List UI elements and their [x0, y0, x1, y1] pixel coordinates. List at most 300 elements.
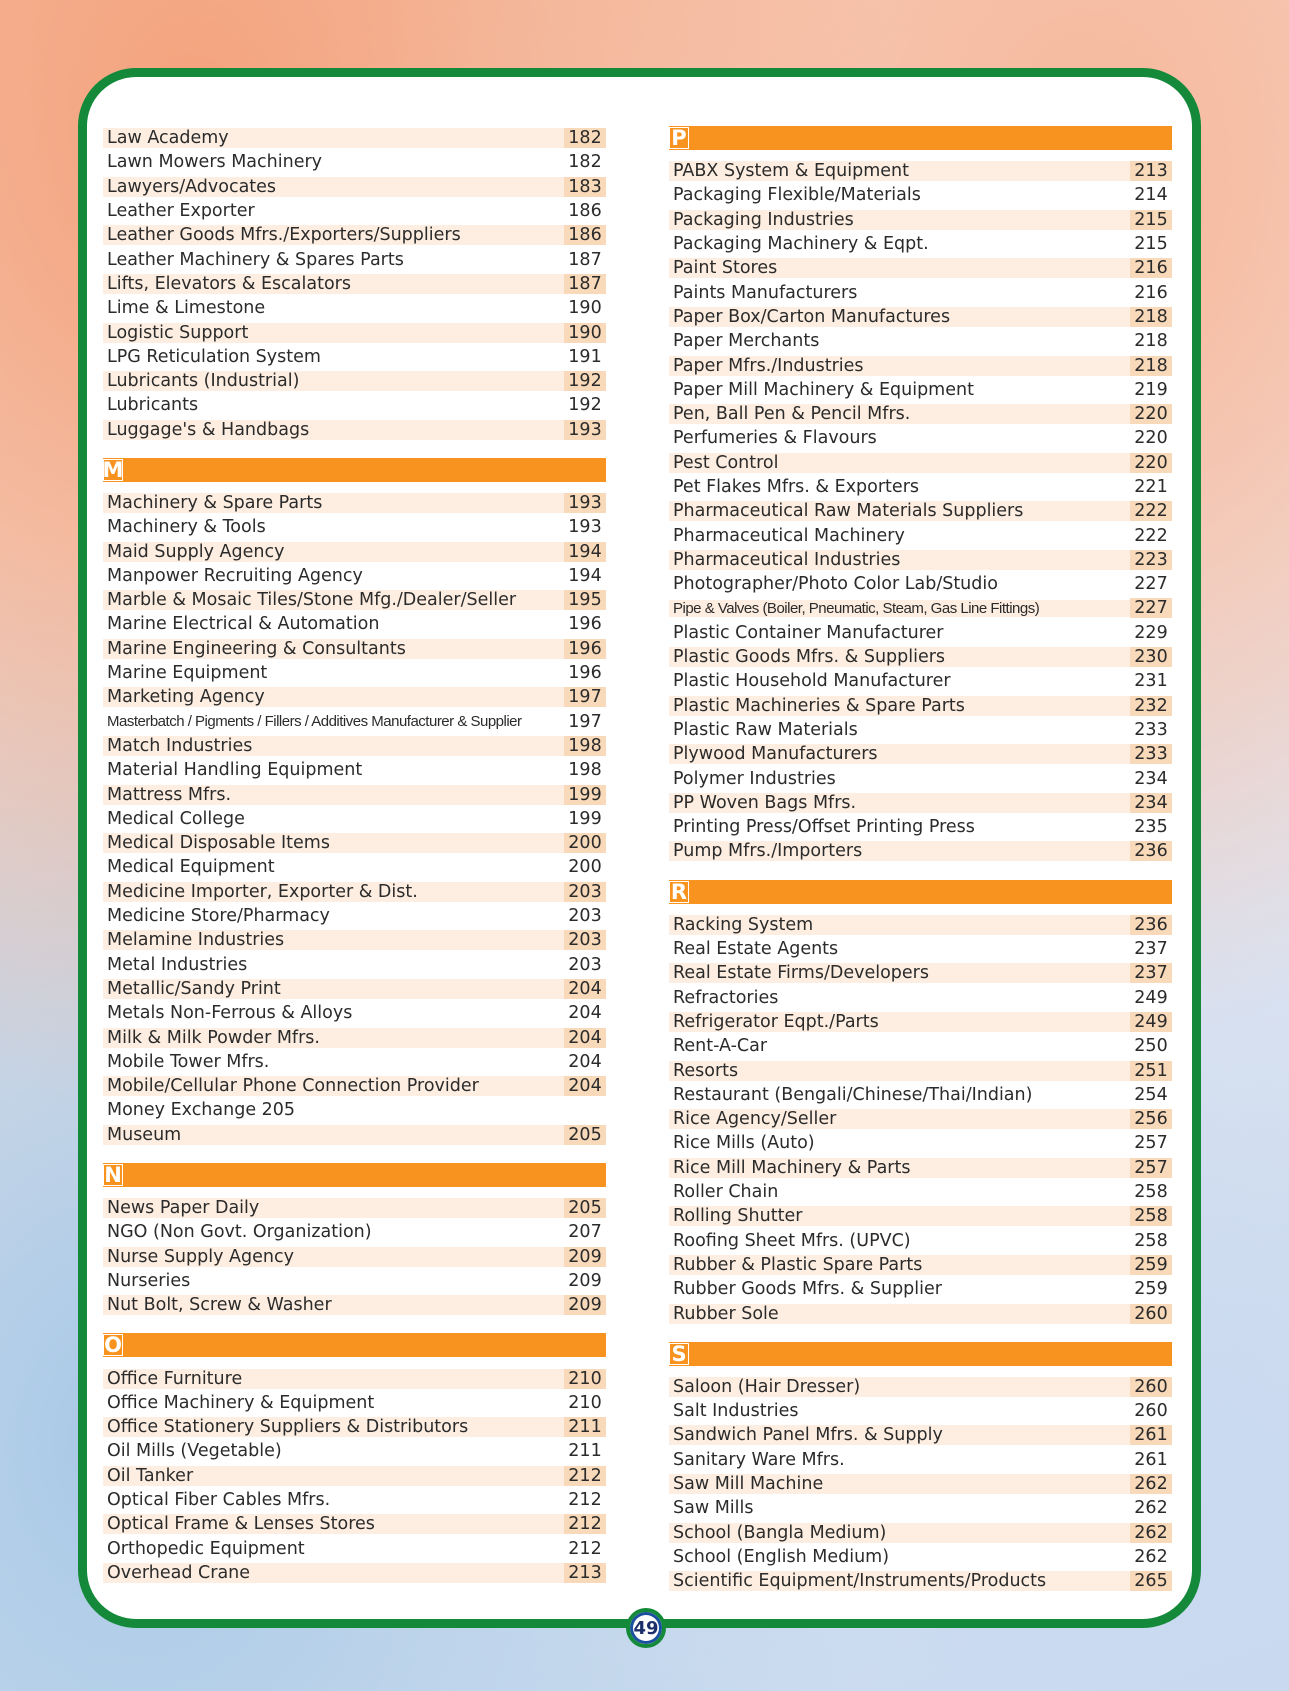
entry-name: Salt Industries	[673, 1401, 799, 1422]
entry-page: 229	[1134, 622, 1168, 643]
entry-page: 212	[564, 1514, 606, 1534]
index-entry	[103, 393, 606, 417]
entry-page: 209	[568, 1270, 602, 1291]
index-entry	[669, 1180, 1172, 1204]
entry-page: 204	[564, 1028, 606, 1048]
index-entry	[669, 766, 1172, 790]
entry-name: School (English Medium)	[673, 1546, 890, 1567]
index-entry	[669, 1253, 1172, 1277]
index-entry	[103, 710, 606, 734]
index-entry	[669, 596, 1172, 620]
entry-page: 204	[568, 1051, 602, 1072]
index-entry	[669, 1277, 1172, 1301]
entry-name: Scientific Equipment/Instruments/Products	[669, 1571, 1130, 1591]
entry-name: Real Estate Agents	[673, 939, 839, 960]
section-letter: P	[669, 127, 689, 149]
entry-page: 205	[564, 1198, 606, 1218]
index-entry	[103, 1244, 606, 1268]
entry-page: 196	[568, 614, 602, 635]
entry-name: Restaurant (Bengali/Chinese/Thai/Indian)	[673, 1084, 1033, 1105]
entry-page: 194	[564, 542, 606, 562]
entry-name: Rice Mills (Auto)	[673, 1133, 815, 1154]
entry-name: Mobile Tower Mfrs.	[107, 1051, 270, 1072]
entry-name: Overhead Crane	[103, 1563, 564, 1583]
index-entry	[103, 1415, 606, 1439]
entry-name: Material Handling Equipment	[107, 760, 363, 781]
index-entry	[669, 305, 1172, 329]
entry-page: 196	[568, 663, 602, 684]
entry-page: 227	[1134, 574, 1168, 595]
index-entry	[103, 685, 606, 709]
entry-page: 187	[564, 274, 606, 294]
entry-page: 186	[568, 201, 602, 222]
index-entry	[669, 451, 1172, 475]
index-entry	[103, 320, 606, 344]
section-header-n	[103, 1163, 606, 1187]
entry-page: 249	[1130, 1012, 1172, 1032]
entry-name: Mattress Mfrs.	[103, 785, 564, 805]
entry-page: 200	[564, 833, 606, 853]
section-header-p	[669, 126, 1172, 150]
index-entry	[103, 758, 606, 782]
index-entry	[669, 523, 1172, 547]
entry-name: Mobile/Cellular Phone Connection Provider	[103, 1076, 564, 1096]
index-entry	[669, 1375, 1172, 1399]
index-entry	[103, 1123, 606, 1147]
index-entry	[669, 937, 1172, 961]
entry-name: Pipe & Valves (Boiler, Pneumatic, Steam, Gas Line Fittings)	[669, 600, 1130, 617]
entry-page: 182	[568, 152, 602, 173]
entry-name: Leather Goods Mfrs./Exporters/Suppliers	[103, 225, 564, 245]
entry-name: Milk & Milk Powder Mfrs.	[103, 1028, 564, 1048]
index-entry	[669, 1058, 1172, 1082]
entry-page: 222	[1134, 525, 1168, 546]
entry-name: Resorts	[669, 1061, 1130, 1081]
entry-page: 251	[1130, 1061, 1172, 1081]
section-letter: R	[670, 879, 688, 904]
index-entry	[103, 175, 606, 199]
entry-name: Plywood Manufacturers	[669, 744, 1130, 764]
entry-name: Manpower Recruiting Agency	[107, 565, 363, 586]
entry-name: Machinery & Tools	[107, 517, 266, 538]
entry-page: 212	[568, 1538, 602, 1559]
entry-name: Metals Non-Ferrous & Alloys	[107, 1003, 353, 1024]
entry-page: 234	[1130, 793, 1172, 813]
entry-name: Refractories	[673, 987, 779, 1008]
index-entry	[669, 791, 1172, 815]
entry-page: 211	[568, 1441, 602, 1462]
entry-name: Lifts, Elevators & Escalators	[103, 274, 564, 294]
index-entry	[669, 499, 1172, 523]
index-entry	[669, 1228, 1172, 1252]
index-entry	[103, 1512, 606, 1536]
entry-name: PABX System & Equipment	[669, 161, 1130, 181]
index-entry	[669, 669, 1172, 693]
entry-page: 203	[564, 930, 606, 950]
index-entry	[103, 661, 606, 685]
index-entry	[103, 1196, 606, 1220]
entry-page: 199	[568, 808, 602, 829]
entry-page: 236	[1130, 915, 1172, 935]
index-entry	[103, 637, 606, 661]
index-entry	[669, 426, 1172, 450]
entry-page: 265	[1130, 1571, 1172, 1591]
entry-name: Photographer/Photo Color Lab/Studio	[673, 574, 998, 595]
entry-page: 203	[568, 954, 602, 975]
entry-name: Rubber & Plastic Spare Parts	[669, 1255, 1130, 1275]
entry-page: 262	[1130, 1474, 1172, 1494]
index-entry	[669, 1131, 1172, 1155]
entry-page: 257	[1134, 1133, 1168, 1154]
index-entry	[103, 1439, 606, 1463]
index-entry	[669, 402, 1172, 426]
entry-page: 183	[564, 177, 606, 197]
index-entry	[103, 1366, 606, 1390]
index-entry	[669, 1107, 1172, 1131]
entry-page: 227	[1130, 598, 1172, 618]
index-entry	[103, 588, 606, 612]
entry-page: 262	[1134, 1498, 1168, 1519]
entry-page: 258	[1134, 1230, 1168, 1251]
index-entry	[669, 1423, 1172, 1447]
index-entry	[103, 831, 606, 855]
entry-page: 213	[564, 1563, 606, 1583]
entry-page: 262	[1134, 1546, 1168, 1567]
entry-page: 222	[1130, 501, 1172, 521]
entry-page: 215	[1130, 210, 1172, 230]
entry-name: Perfumeries & Flavours	[673, 428, 877, 449]
index-entry	[103, 1293, 606, 1317]
index-entry	[103, 953, 606, 977]
entry-page: 203	[564, 882, 606, 902]
entry-name: Rubber Sole	[669, 1304, 1130, 1324]
index-entry	[103, 807, 606, 831]
index-entry	[669, 1083, 1172, 1107]
entry-name: Paper Mill Machinery & Equipment	[673, 379, 974, 400]
index-entry	[669, 280, 1172, 304]
entry-name: Pet Flakes Mfrs. & Exporters	[673, 477, 919, 497]
entry-page: 259	[1130, 1255, 1172, 1275]
index-entry	[103, 515, 606, 539]
entry-page: 195	[564, 590, 606, 610]
index-entry	[669, 621, 1172, 645]
entry-page: 192	[564, 371, 606, 391]
entry-name: Printing Press/Offset Printing Press	[673, 817, 975, 838]
entry-page: 237	[1130, 963, 1172, 983]
index-entry	[103, 904, 606, 928]
index-entry	[669, 256, 1172, 280]
entry-name: Metal Industries	[107, 954, 248, 975]
index-entry	[669, 1520, 1172, 1544]
index-entry	[103, 126, 606, 150]
entry-name: Paper Merchants	[673, 331, 820, 352]
index-entry	[103, 564, 606, 588]
index-column-right	[669, 126, 1172, 1593]
entry-page: 198	[568, 760, 602, 781]
entry-name: Polymer Industries	[673, 768, 836, 789]
entry-page: 212	[564, 1466, 606, 1486]
entry-name: Real Estate Firms/Developers	[669, 963, 1130, 983]
entry-page: 197	[568, 711, 602, 732]
entry-page: 209	[564, 1295, 606, 1315]
entry-page: 249	[1134, 987, 1168, 1008]
entry-page: 213	[1130, 161, 1172, 181]
entry-name: Nut Bolt, Screw & Washer	[103, 1295, 564, 1315]
entry-name: PP Woven Bags Mfrs.	[669, 793, 1130, 813]
entry-name: Law Academy	[103, 128, 564, 148]
section-header-m	[103, 458, 606, 482]
index-entry	[669, 742, 1172, 766]
entry-name: Rice Agency/Seller	[669, 1109, 1130, 1129]
index-entry	[103, 928, 606, 952]
index-entry	[103, 1488, 606, 1512]
entry-name: Sanitary Ware Mfrs.	[673, 1449, 845, 1470]
entry-page: 193	[564, 420, 606, 440]
entry-name: Rubber Goods Mfrs. & Supplier	[673, 1279, 942, 1300]
section-letter: N	[104, 1162, 122, 1187]
index-entry	[669, 572, 1172, 596]
index-entry	[669, 1301, 1172, 1325]
index-entry	[103, 782, 606, 806]
index-entry	[103, 977, 606, 1001]
entry-name: Marine Electrical & Automation	[107, 614, 380, 635]
entry-page: 216	[1134, 282, 1168, 303]
index-entry	[103, 345, 606, 369]
index-entry	[669, 548, 1172, 572]
entry-page: 203	[568, 906, 602, 927]
page-number: 49	[626, 1608, 666, 1648]
entry-page: 234	[1134, 768, 1168, 789]
entry-page: 221	[1134, 477, 1168, 497]
entry-name: Medicine Store/Pharmacy	[107, 906, 330, 927]
entry-page: 182	[564, 128, 606, 148]
entry-name: Plastic Container Manufacturer	[673, 622, 944, 643]
entry-page: 258	[1130, 1206, 1172, 1226]
index-entry	[669, 645, 1172, 669]
entry-name: Lubricants	[107, 395, 199, 416]
entry-name: Pump Mfrs./Importers	[669, 841, 1130, 861]
index-entry	[103, 1025, 606, 1049]
entry-name: Saw Mills	[673, 1498, 754, 1519]
index-entry	[103, 1220, 606, 1244]
entry-name: Paint Stores	[669, 258, 1130, 278]
entry-page: 187	[568, 249, 602, 270]
index-entry	[669, 1010, 1172, 1034]
entry-name: Logistic Support	[103, 323, 564, 343]
entry-name: Pest Control	[669, 453, 1130, 473]
index-entry	[669, 718, 1172, 742]
index-entry	[669, 1496, 1172, 1520]
entry-page: 190	[568, 298, 602, 319]
entry-name: Lime & Limestone	[107, 298, 266, 319]
entry-page: 254	[1134, 1084, 1168, 1105]
index-entry	[103, 539, 606, 563]
entry-page: 200	[568, 857, 602, 878]
entry-name: Paper Box/Carton Manufactures	[669, 307, 1130, 327]
entry-name: Marble & Mosaic Tiles/Stone Mfg./Dealer/Seller	[103, 590, 564, 610]
index-entry	[669, 353, 1172, 377]
index-entry	[669, 1545, 1172, 1569]
entry-name: Rice Mill Machinery & Parts	[669, 1158, 1130, 1178]
entry-name: Money Exchange 205	[107, 1100, 296, 1121]
entry-name: Marine Equipment	[107, 663, 268, 684]
index-entry	[669, 232, 1172, 256]
entry-name: Museum	[103, 1125, 564, 1145]
entry-page: 261	[1130, 1425, 1172, 1445]
entry-page: 204	[564, 979, 606, 999]
entry-name: Pharmaceutical Machinery	[673, 525, 905, 546]
entry-name: Nurseries	[107, 1270, 191, 1291]
index-entry	[103, 296, 606, 320]
index-entry	[669, 694, 1172, 718]
entry-name: Paints Manufacturers	[673, 282, 858, 303]
entry-name: Packaging Industries	[669, 210, 1130, 230]
entry-page: 198	[564, 736, 606, 756]
entry-page: 223	[1130, 550, 1172, 570]
entry-name: Oil Mills (Vegetable)	[107, 1441, 282, 1462]
index-entry	[103, 491, 606, 515]
entry-name: Plastic Household Manufacturer	[673, 671, 951, 692]
entry-name: Maid Supply Agency	[103, 542, 564, 562]
index-column-left	[103, 126, 606, 1585]
entry-page: 258	[1134, 1182, 1168, 1203]
entry-page: 214	[1134, 185, 1168, 206]
index-entry	[669, 159, 1172, 183]
entry-name: Metallic/Sandy Print	[103, 979, 564, 999]
index-entry	[103, 880, 606, 904]
index-entry	[103, 223, 606, 247]
entry-name: Medicine Importer, Exporter & Dist.	[103, 882, 564, 902]
entry-page: 233	[1134, 719, 1168, 740]
entry-name: Packaging Machinery & Eqpt.	[673, 234, 929, 255]
entry-name: Melamine Industries	[103, 930, 564, 950]
entry-page: 232	[1130, 696, 1172, 716]
entry-page: 230	[1130, 647, 1172, 667]
entry-name: Saloon (Hair Dresser)	[669, 1377, 1130, 1397]
section-letter: M	[102, 457, 124, 482]
index-entry	[103, 272, 606, 296]
entry-name: Optical Frame & Lenses Stores	[103, 1514, 564, 1534]
entry-name: Match Industries	[103, 736, 564, 756]
entry-page: 259	[1134, 1279, 1168, 1300]
entry-page: 256	[1130, 1109, 1172, 1129]
entry-name: Office Stationery Suppliers & Distributors	[103, 1417, 564, 1437]
entry-page: 219	[1134, 379, 1168, 400]
index-entry	[669, 815, 1172, 839]
entry-page: 210	[564, 1369, 606, 1389]
entry-page: 218	[1130, 307, 1172, 327]
entry-page: 220	[1130, 404, 1172, 424]
entry-name: Rolling Shutter	[669, 1206, 1130, 1226]
entry-name: Plastic Machineries & Spare Parts	[669, 696, 1130, 716]
entry-page: 250	[1134, 1036, 1168, 1057]
entry-page: 218	[1130, 356, 1172, 376]
entry-page: 262	[1130, 1523, 1172, 1543]
entry-page: 236	[1130, 841, 1172, 861]
section-header-o	[103, 1333, 606, 1357]
entry-name: Masterbatch / Pigments / Fillers / Additives Manufacturer & Supplier	[107, 713, 522, 731]
index-entry	[669, 1034, 1172, 1058]
entry-name: Roofing Sheet Mfrs. (UPVC)	[673, 1230, 911, 1251]
index-entry	[669, 1472, 1172, 1496]
index-entry	[103, 1536, 606, 1560]
entry-page: 220	[1134, 428, 1168, 449]
entry-name: Pen, Ball Pen & Pencil Mfrs.	[669, 404, 1130, 424]
entry-page: 194	[568, 565, 602, 586]
entry-name: Pharmaceutical Raw Materials Suppliers	[669, 501, 1130, 521]
entry-name: Office Machinery & Equipment	[107, 1392, 375, 1413]
entry-name: School (Bangla Medium)	[669, 1523, 1130, 1543]
index-entry	[103, 418, 606, 442]
entry-name: Leather Exporter	[107, 201, 255, 222]
index-entry	[669, 1569, 1172, 1593]
entry-name: Plastic Raw Materials	[673, 719, 858, 740]
index-entry	[669, 1156, 1172, 1180]
entry-page: 237	[1134, 939, 1168, 960]
entry-page: 193	[568, 517, 602, 538]
index-entry	[103, 855, 606, 879]
index-entry	[669, 475, 1172, 499]
entry-page: 260	[1134, 1401, 1168, 1422]
entry-name: Medical Disposable Items	[103, 833, 564, 853]
index-entry	[669, 961, 1172, 985]
entry-name: Office Furniture	[103, 1369, 564, 1389]
index-entry	[103, 1464, 606, 1488]
entry-name: Medical Equipment	[107, 857, 275, 878]
entry-name: Luggage's & Handbags	[103, 420, 564, 440]
entry-page: 235	[1134, 817, 1168, 838]
index-entry	[103, 1074, 606, 1098]
entry-page: 204	[568, 1003, 602, 1024]
index-entry	[669, 208, 1172, 232]
index-entry	[669, 1204, 1172, 1228]
entry-name: Lawn Mowers Machinery	[107, 152, 323, 173]
index-entry	[669, 839, 1172, 863]
entry-page: 260	[1130, 1377, 1172, 1397]
index-entry	[103, 1561, 606, 1585]
entry-name: Rent-A-Car	[673, 1036, 768, 1057]
index-entry	[669, 986, 1172, 1010]
entry-name: Medical College	[107, 808, 245, 829]
entry-name: Refrigerator Eqpt./Parts	[669, 1012, 1130, 1032]
entry-name: Marketing Agency	[103, 687, 564, 707]
section-letter: O	[104, 1333, 122, 1358]
entry-name: Sandwich Panel Mfrs. & Supply	[669, 1425, 1130, 1445]
entry-page: 216	[1130, 258, 1172, 278]
entry-name: Nurse Supply Agency	[103, 1247, 564, 1267]
entry-page: 193	[564, 493, 606, 513]
entry-page: 209	[564, 1247, 606, 1267]
entry-name: Optical Fiber Cables Mfrs.	[107, 1489, 331, 1510]
entry-name: Orthopedic Equipment	[107, 1538, 305, 1559]
entry-page: 192	[568, 395, 602, 416]
entry-name: LPG Reticulation System	[107, 346, 321, 367]
entry-name: Plastic Goods Mfrs. & Suppliers	[669, 647, 1130, 667]
entry-name: Paper Mfrs./Industries	[669, 356, 1130, 376]
entry-name: Pharmaceutical Industries	[669, 550, 1130, 570]
entry-page: 205	[564, 1125, 606, 1145]
index-entry	[669, 378, 1172, 402]
entry-page: 260	[1130, 1304, 1172, 1324]
index-entry	[103, 1050, 606, 1074]
section-letter: S	[669, 1343, 689, 1365]
index-entry	[103, 150, 606, 174]
index-entry	[103, 247, 606, 271]
entry-page: 257	[1130, 1158, 1172, 1178]
entry-page: 186	[564, 225, 606, 245]
index-entry	[103, 369, 606, 393]
entry-page: 210	[568, 1392, 602, 1413]
